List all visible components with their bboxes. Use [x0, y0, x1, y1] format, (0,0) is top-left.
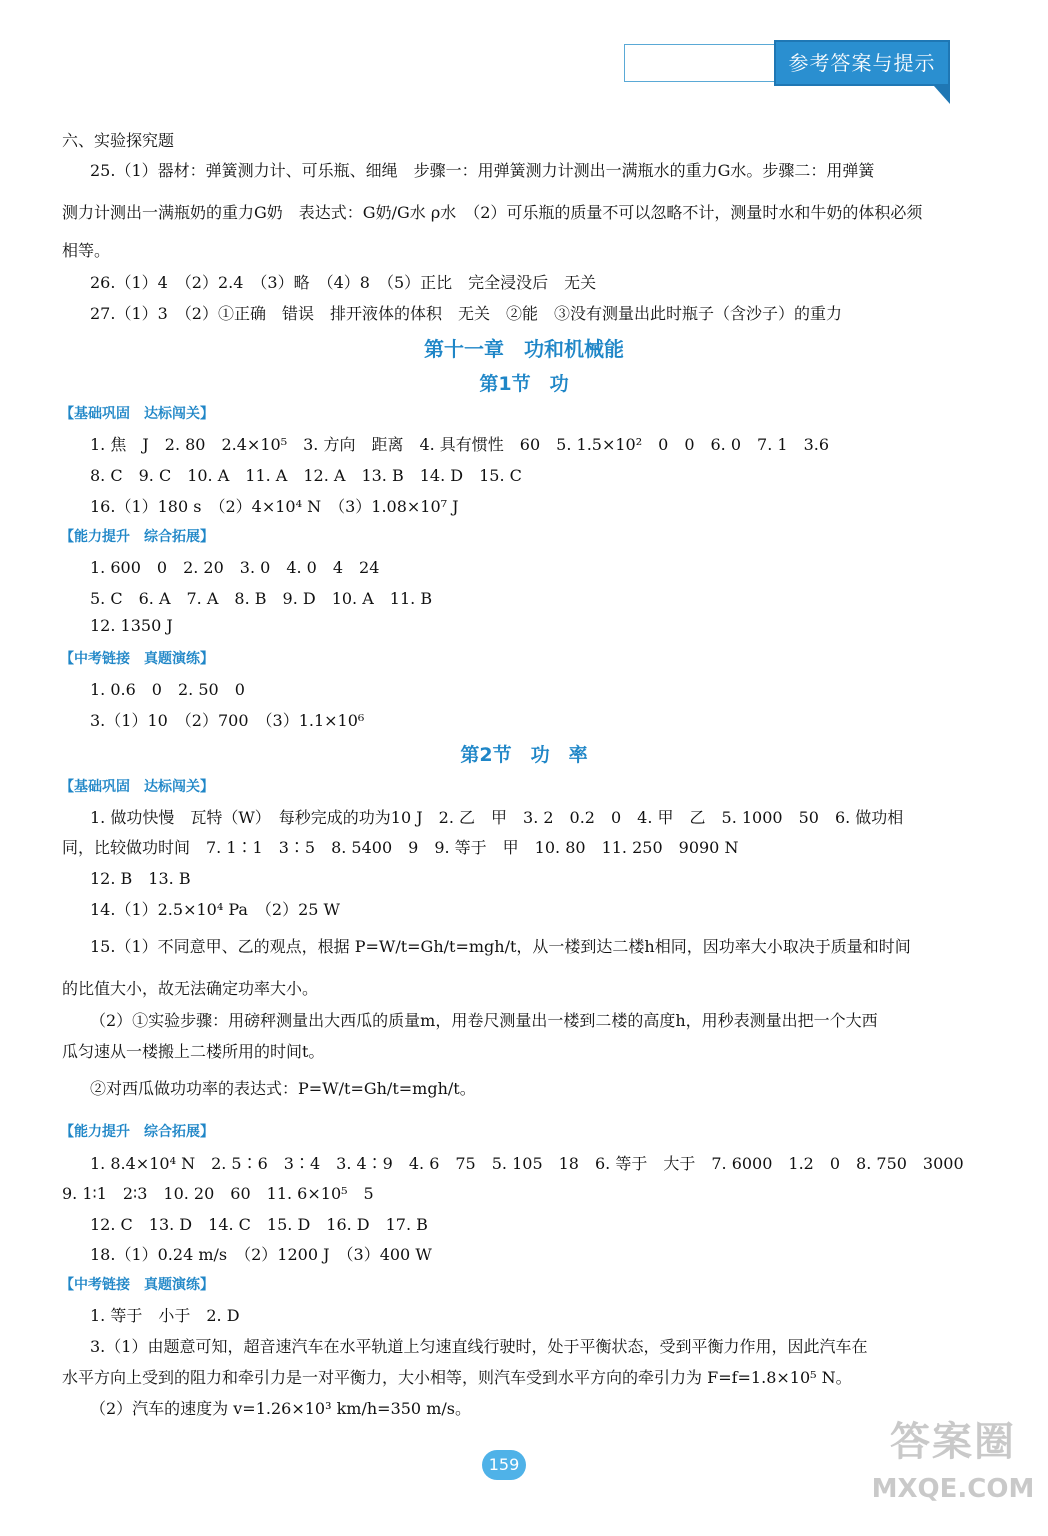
chapter-title: 第十一章 功和机械能	[424, 337, 624, 361]
answer-line: 相等。	[62, 241, 111, 260]
header-title: 参考答案与提示	[774, 40, 950, 86]
answer-line: 1. 等于 小于 2. D	[90, 1306, 240, 1325]
answer-line: 12. B 13. B	[90, 869, 191, 888]
answer-line: 1. 0.6 0 2. 50 0	[90, 680, 245, 699]
answer-line: 15.（1）不同意甲、乙的观点，根据 P=W/t=Gh/t=mgh/t，从一楼到达二楼h相同，因功率大小取决于质量和时间	[90, 937, 911, 956]
answer-line: 1. 600 0 2. 20 3. 0 4. 0 4 24	[90, 558, 380, 577]
header-tab-tail	[934, 86, 950, 104]
answer-line: 12. C 13. D 14. C 15. D 16. D 17. B	[90, 1215, 428, 1234]
answer-line: 测力计测出一满瓶奶的重力G奶 表达式：G奶/G水 ρ水 （2）可乐瓶的质量不可以忽略不计，测量时水和牛奶的体积必须	[62, 203, 923, 222]
answer-line: 1. 焦 J 2. 80 2.4×10⁵ 3. 方向 距离 4. 具有惯性 60 5. 1.5×10² 0 0 6. 0 7. 1 3.6	[90, 435, 830, 454]
answer-line: 26.（1）4 （2）2.4 （3）略 （4）8 （5）正比 完全浸没后 无关	[90, 273, 597, 292]
answer-line: 瓜匀速从一楼搬上二楼所用的时间t。	[62, 1042, 325, 1061]
section-title: 第1节 功	[479, 373, 569, 395]
answer-line: 1. 8.4×10⁴ N 2. 5∶6 3∶4 3. 4∶9 4. 6 75 5. 105 18 6. 等于 大于 7. 6000 1.2 0 8. 750 3000	[90, 1154, 964, 1173]
experiment-heading: 六、实验探究题	[62, 131, 175, 150]
section-tag: 【中考链接 真题演练】	[60, 1277, 214, 1293]
answer-line: 同，比较做功时间 7. 1∶1 3∶5 8. 5400 9 9. 等于 甲 10. 80 11. 250 9090 N	[62, 838, 739, 857]
answer-line: 14.（1）2.5×10⁴ Pa （2）25 W	[90, 900, 340, 919]
section-tag: 【基础巩固 达标闯关】	[60, 779, 214, 795]
answer-line: 水平方向上受到的阻力和牵引力是一对平衡力，大小相等，则汽车受到水平方向的牵引力为 F=f=1.8×10⁵ N。	[62, 1368, 852, 1387]
page-number: 159	[482, 1450, 526, 1480]
answer-line: （2）汽车的速度为 v=1.26×10³ km/h=350 m/s。	[90, 1399, 471, 1418]
watermark-logo	[868, 1412, 1038, 1522]
answer-line: ②对西瓜做功功率的表达式：P=W/t=Gh/t=mgh/t。	[90, 1079, 476, 1098]
header-blank-box	[624, 44, 775, 82]
section-tag: 【中考链接 真题演练】	[60, 651, 214, 667]
section-tag: 【能力提升 综合拓展】	[60, 529, 214, 545]
answer-line: 3.（1）10 （2）700 （3）1.1×10⁶	[90, 711, 365, 730]
answer-line: 8. C 9. C 10. A 11. A 12. A 13. B 14. D 15. C	[90, 466, 522, 485]
watermark-text-cn: 答案圈	[890, 1419, 1016, 1465]
answer-line: 3.（1）由题意可知，超音速汽车在水平轨道上匀速直线行驶时，处于平衡状态，受到平衡力作用，因此汽车在	[90, 1337, 868, 1356]
section-tag: 【基础巩固 达标闯关】	[60, 406, 214, 422]
answer-line: 25.（1）器材：弹簧测力计、可乐瓶、细绳 步骤一：用弹簧测力计测出一满瓶水的重力G水。步骤二：用弹簧	[90, 161, 875, 180]
answer-line: 1. 做功快慢 瓦特（W） 每秒完成的功为10 J 2. 乙 甲 3. 2 0.2 0 4. 甲 乙 5. 1000 50 6. 做功相	[90, 808, 904, 827]
answer-line: 9. 1∶1 2∶3 10. 20 60 11. 6×10⁵ 5	[62, 1184, 374, 1203]
section-title: 第2节 功 率	[460, 744, 588, 766]
answer-line: 27.（1）3 （2）①正确 错误 排开液体的体积 无关 ②能 ③没有测量出此时瓶子（含沙子）的重力	[90, 304, 842, 323]
answer-line: （2）①实验步骤：用磅秤测量出大西瓜的质量m，用卷尺测量出一楼到二楼的高度h，用秒表测量出把一个大西	[90, 1011, 878, 1030]
answer-line: 12. 1350 J	[90, 616, 173, 635]
watermark-text-en: MXQE.COM	[871, 1474, 1035, 1504]
section-tag: 【能力提升 综合拓展】	[60, 1124, 214, 1140]
answer-line: 16.（1）180 s （2）4×10⁴ N （3）1.08×10⁷ J	[90, 497, 459, 516]
answer-line: 5. C 6. A 7. A 8. B 9. D 10. A 11. B	[90, 589, 433, 608]
answer-line: 18.（1）0.24 m/s （2）1200 J （3）400 W	[90, 1245, 432, 1264]
answer-line: 的比值大小，故无法确定功率大小。	[62, 979, 319, 998]
